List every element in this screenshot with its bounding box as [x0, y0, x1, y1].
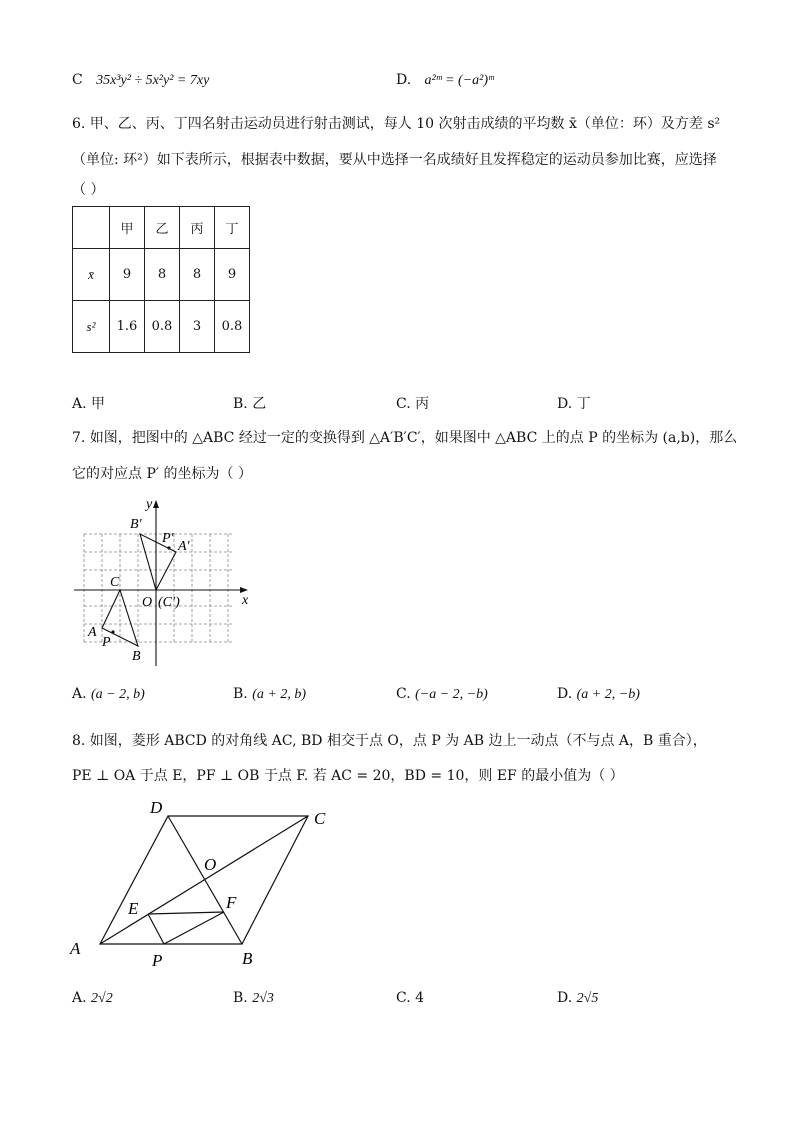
p-prime-label: P′ [162, 531, 174, 546]
q6-option-a[interactable]: A. 甲 [72, 396, 106, 412]
q5-option-d[interactable]: D. a²ᵐ = (−a²)ᵐ [396, 72, 494, 88]
segment-pe [148, 914, 164, 944]
q7-option-b[interactable]: B. (a + 2, b) [233, 686, 306, 702]
q8-option-a[interactable]: A. 2√2 [72, 990, 113, 1006]
table-header-cell: 甲 [110, 207, 145, 249]
q5-option-c-expr: 35x³y² ÷ 5x²y² = 7xy [96, 73, 210, 88]
q6-option-b[interactable]: B. 乙 [233, 396, 267, 412]
point-p-label: P [152, 951, 163, 970]
table-cell: 0.8 [145, 301, 180, 353]
table-cell: 0.8 [215, 301, 250, 353]
y-axis-label: y [146, 497, 153, 512]
y-axis-arrow [153, 500, 159, 508]
diagonal-ac [100, 816, 308, 944]
q6-data-table [72, 206, 250, 353]
table-cell: x̄ [73, 249, 110, 301]
q7-stem-line2: 它的对应点 P′ 的坐标为（ ） [72, 466, 252, 482]
table-cell: 3 [180, 301, 215, 353]
table-header-row [73, 207, 250, 249]
table-header-cell: 丁 [215, 207, 250, 249]
a-prime-label: A′ [178, 539, 190, 554]
q7-option-d[interactable]: D. (a + 2, −b) [557, 686, 640, 702]
point-e-label: E [128, 899, 139, 918]
segment-pf [164, 912, 224, 944]
table-row [73, 249, 250, 301]
c-label: C [110, 575, 120, 590]
q8-option-c[interactable]: C. 4 [396, 990, 425, 1006]
q6-stem-line3: （ ） [72, 182, 105, 198]
table-row [73, 301, 250, 353]
vertex-c-label: C [314, 809, 326, 828]
q7-option-a[interactable]: A. (a − 2, b) [72, 686, 145, 702]
x-axis-label: x [242, 593, 249, 608]
table-cell: 9 [215, 249, 250, 301]
grid-lines [84, 534, 232, 642]
point-o-label: O [204, 855, 217, 874]
table-header-cell [73, 207, 110, 249]
table-cell: s² [73, 301, 110, 353]
b-label: B [132, 649, 141, 664]
table-header-cell: 乙 [145, 207, 180, 249]
point-f-label: F [226, 893, 237, 912]
q8-rhombus-figure [64, 796, 340, 976]
point-p-prime [167, 546, 170, 549]
vertex-a-label: A [70, 939, 81, 958]
q8-option-d[interactable]: D. 2√5 [557, 990, 599, 1006]
c-prime-label: (C′) [158, 595, 180, 610]
q6-option-c[interactable]: C. 丙 [396, 396, 430, 412]
table-cell: 8 [180, 249, 215, 301]
vertex-d-label: D [150, 798, 163, 817]
table-cell: 9 [110, 249, 145, 301]
q5-option-d-expr: a²ᵐ = (−a²)ᵐ [424, 73, 494, 88]
diagonal-bd [168, 816, 242, 944]
q7-coordinate-figure [72, 494, 262, 670]
q6-stem-line2: （单位: 环²）如下表所示，根据表中数据，要从中选择一名成绩好且发挥稳定的运动员参加比赛，应选择 [72, 152, 717, 168]
vertex-b-label: B [242, 949, 253, 968]
q6-option-d[interactable]: D. 丁 [557, 396, 591, 412]
q7-option-c[interactable]: C. (−a − 2, −b) [396, 686, 488, 702]
a-label: A [88, 625, 97, 640]
origin-label: O [142, 595, 153, 610]
table-cell: 8 [145, 249, 180, 301]
q6-stem-line1: 6. 甲、乙、丙、丁四名射击运动员进行射击测试，每人 10 次射击成绩的平均数 x̄（单位：环）及方差 s² [72, 116, 721, 132]
table-cell: 1.6 [110, 301, 145, 353]
q5-option-c[interactable]: C 35x³y² ÷ 5x²y² = 7xy [72, 72, 210, 88]
b-prime-label: B′ [130, 517, 142, 532]
point-p [111, 630, 114, 633]
segment-ef [148, 912, 224, 914]
table-header-cell: 丙 [180, 207, 215, 249]
q8-option-b[interactable]: B. 2√3 [233, 990, 274, 1006]
p-label: P [102, 635, 111, 650]
q8-stem-line1: 8. 如图，菱形 ABCD 的对角线 AC, BD 相交于点 O，点 P 为 AB 边上一动点（不与点 A，B 重合）， [72, 733, 707, 749]
q7-stem-line1: 7. 如图，把图中的 △ABC 经过一定的变换得到 △A′B′C′，如果图中 △ABC 上的点 P 的坐标为 (a,b)，那么 [72, 430, 738, 446]
q8-stem-line2: PE ⊥ OA 于点 E，PF ⊥ OB 于点 F. 若 AC = 20，BD = 10，则 EF 的最小值为（ ） [72, 768, 624, 784]
